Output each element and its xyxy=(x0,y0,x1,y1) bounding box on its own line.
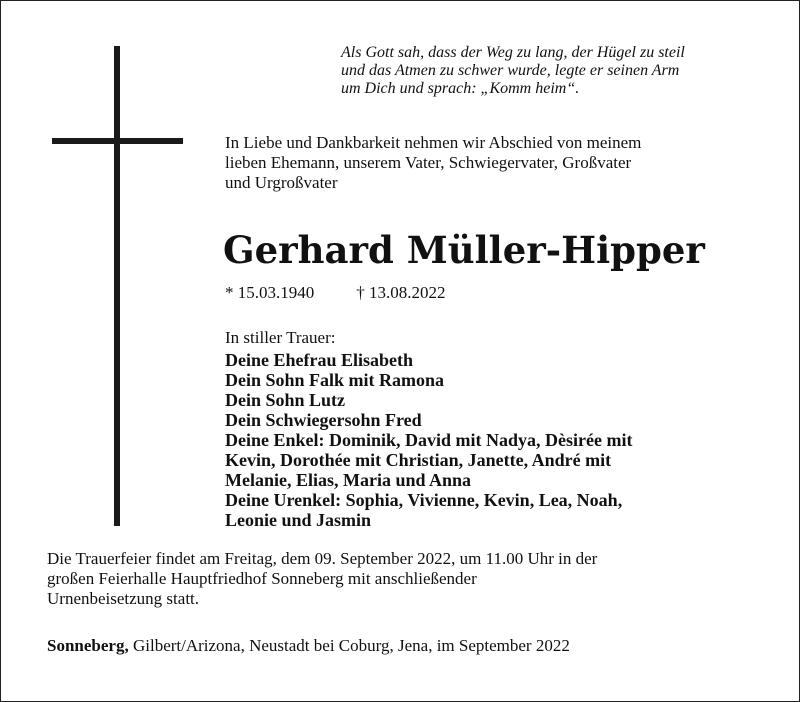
intro-text xyxy=(225,133,765,193)
ceremony-notice xyxy=(47,549,767,609)
mourning-label: In stiller Trauer: xyxy=(225,328,336,347)
mourner-line: Dein Sohn Falk mit Ramona xyxy=(225,370,445,390)
cross-horizontal-bar xyxy=(52,138,183,144)
place-rest: Gilbert/Arizona, Neustadt bei Coburg, Jena, im September 2022 xyxy=(128,636,570,655)
quote-line: Als Gott sah, dass der Weg zu lang, der Hügel zu steil xyxy=(341,44,685,61)
place-city: Sonneberg, xyxy=(47,636,129,655)
life-dates xyxy=(225,283,446,303)
mourner-line: Kevin, Dorothée mit Christian, Janette, André mit xyxy=(225,450,612,470)
mourner-line: Leonie und Jasmin xyxy=(225,510,372,530)
quote-line: und das Atmen zu schwer wurde, legte er seinen Arm xyxy=(341,62,680,79)
birth-date: * 15.03.1940 xyxy=(225,283,315,302)
mourner-line: Deine Urenkel: Sophia, Vivienne, Kevin, Lea, Noah, xyxy=(225,490,623,510)
cross-vertical-bar xyxy=(114,46,120,526)
mourner-line: Deine Ehefrau Elisabeth xyxy=(225,350,414,370)
mourner-line: Deine Enkel: Dominik, David mit Nadya, Dèsirée mit xyxy=(225,430,633,450)
intro-line: In Liebe und Dankbarkeit nehmen wir Abschied von meinem xyxy=(225,133,642,152)
deceased-name: Gerhard Müller-Hipper xyxy=(223,228,705,272)
ceremony-line: Urnenbeisetzung statt. xyxy=(47,589,200,608)
intro-line: lieben Ehemann, unserem Vater, Schwiegervater, Großvater xyxy=(225,153,632,172)
ceremony-line: großen Feierhalle Hauptfriedhof Sonneberg mit anschließender xyxy=(47,569,477,588)
intro-line: und Urgroßvater xyxy=(225,173,338,192)
quote-line: um Dich und sprach: „Komm heim“. xyxy=(341,80,580,97)
quote-block xyxy=(341,44,771,98)
ceremony-line: Die Trauerfeier findet am Freitag, dem 09. September 2022, um 11.00 Uhr in der xyxy=(47,549,598,568)
mourner-line: Dein Schwiegersohn Fred xyxy=(225,410,422,430)
place-and-date xyxy=(47,636,570,656)
mourner-line: Melanie, Elias, Maria und Anna xyxy=(225,470,472,490)
mourner-line: Dein Sohn Lutz xyxy=(225,390,346,410)
death-date: † 13.08.2022 xyxy=(356,283,446,302)
mourners-list xyxy=(225,350,765,530)
